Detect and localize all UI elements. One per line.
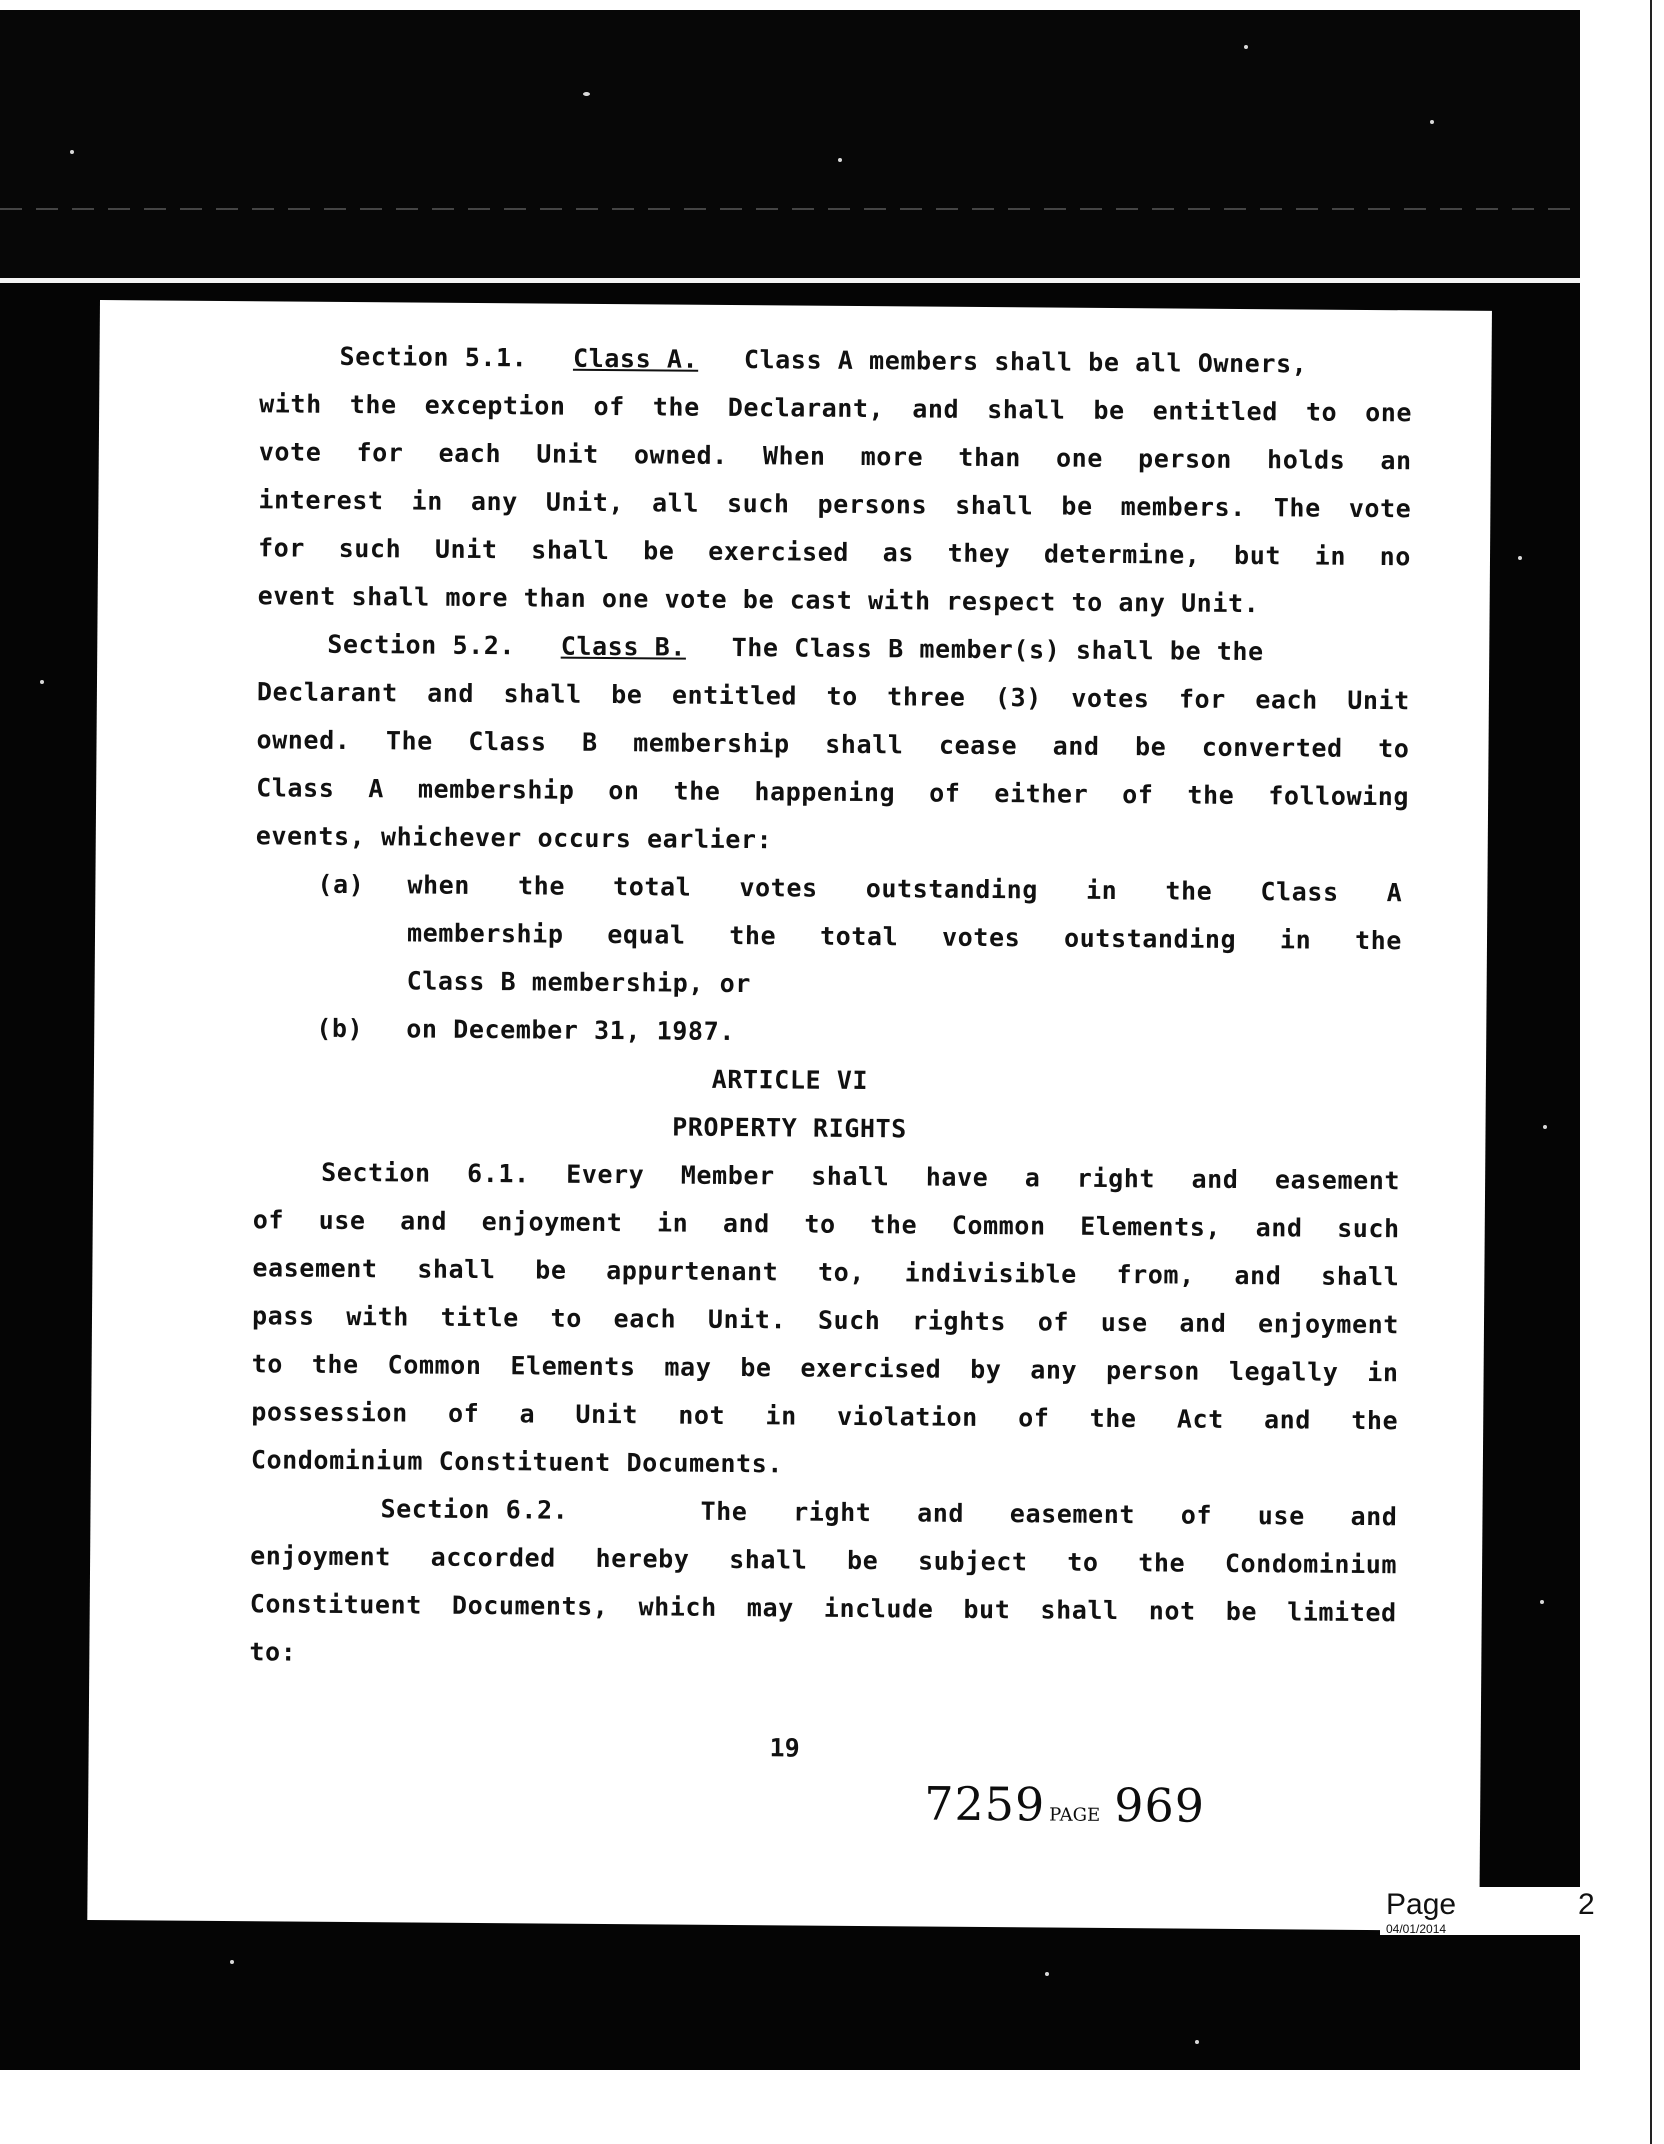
scan-top-band <box>0 10 1580 282</box>
text-line: of use and enjoyment in and to the Common Elements, and such <box>252 1205 1400 1244</box>
text-line: to the Common Elements may be exercised by any person legally in <box>251 1349 1399 1388</box>
text-line: events, whichever occurs earlier: <box>255 821 773 855</box>
scan-speck <box>583 92 590 96</box>
scan-speck <box>838 158 842 162</box>
stamp-date: 04/01/2014 <box>1386 1922 1447 1936</box>
scan-speck <box>1045 1972 1049 1976</box>
text-line: Declarant and shall be entitled to three (3) votes for each Unit <box>256 677 1411 716</box>
section-6-1-line: Section 6.1. Every Member shall have a right and easement <box>321 1157 1401 1196</box>
book-label: PAGE <box>1049 1804 1101 1826</box>
text-line: with the exception of the Declarant, and shall be entitled to one <box>259 389 1413 428</box>
section-5-2-heading: Section 5.2. <box>327 629 516 661</box>
text-line: to: <box>249 1637 297 1667</box>
scan-speck <box>40 680 44 684</box>
scan-speck <box>70 150 74 154</box>
text-line: Constituent Documents, which may include but shall not be limited <box>249 1589 1397 1628</box>
scan-divider <box>0 278 1580 283</box>
section-5-1-heading: Section 5.1. <box>339 341 528 373</box>
article-title: PROPERTY RIGHTS <box>672 1112 908 1144</box>
stamp-page-number: 2 <box>1578 1888 1595 1921</box>
text-line: possession of a Unit not in violation of the Act and the <box>251 1397 1399 1436</box>
text-line: vote for each Unit owned. When more than one person holds an <box>258 437 1412 476</box>
section-5-1-line <box>339 342 1412 380</box>
list-item-text: membership equal the total votes outstanding in the <box>406 918 1403 956</box>
scan-speck <box>1195 2040 1199 2044</box>
scan-speck <box>230 1960 234 1964</box>
page-stamp <box>1380 1887 1580 1935</box>
scan-speck <box>1518 556 1522 560</box>
section-5-2-line <box>327 630 1410 669</box>
article-heading: ARTICLE VI <box>711 1064 869 1096</box>
text-line: event shall more than one vote be cast with respect to any Unit. <box>257 581 1260 619</box>
text-line: Class A members shall be all Owners, <box>743 345 1308 379</box>
stamp-label: Page <box>1386 1888 1457 1921</box>
text-line: pass with title to each Unit. Such rights of use and enjoyment <box>251 1301 1400 1340</box>
document-text <box>87 300 1492 1931</box>
text-line: owned. The Class B membership shall cease and be converted to <box>256 725 1410 764</box>
text-line: Condominium Constituent Documents. <box>250 1445 784 1479</box>
page-edge-rule <box>1650 0 1652 2144</box>
section-6-2-heading: Section 6.2. <box>380 1494 569 1525</box>
text-line: Class A membership on the happening of either of the following <box>256 773 1410 812</box>
list-marker-b: (b) <box>316 1013 364 1044</box>
page-number: 19 <box>769 1733 800 1763</box>
text-line: for such Unit shall be exercised as they determine, but in no <box>257 533 1412 572</box>
scan-speck <box>1543 1125 1547 1129</box>
text-line: The Class B member(s) shall be the <box>731 632 1264 667</box>
list-item-text: Class B membership, or <box>406 966 752 999</box>
text-line: The right and easement of use and <box>700 1496 1398 1532</box>
section-5-2-title: Class B. <box>560 631 687 662</box>
section-5-1-title: Class A. <box>572 343 699 374</box>
scan-speck <box>1244 45 1248 49</box>
book-number: 7259 <box>924 1776 1046 1832</box>
text-line: enjoyment accorded hereby shall be subject to the Condominium <box>250 1541 1398 1580</box>
text-line: easement shall be appurtenant to, indivisible from, and shall <box>252 1253 1400 1292</box>
list-item-text: on December 31, 1987. <box>406 1014 736 1047</box>
scan-speck <box>1540 1600 1544 1604</box>
book-page-stamp <box>924 1777 1205 1833</box>
document-page <box>87 300 1492 1931</box>
list-marker-a: (a) <box>317 869 365 900</box>
book-page-number: 969 <box>1114 1778 1206 1833</box>
list-item-text: when the total votes outstanding in the Class A <box>407 870 1403 908</box>
scan-artifact-line <box>0 208 1580 210</box>
text-line: interest in any Unit, all such persons shall be members. The vote <box>258 485 1412 524</box>
scan-speck <box>1430 120 1434 124</box>
